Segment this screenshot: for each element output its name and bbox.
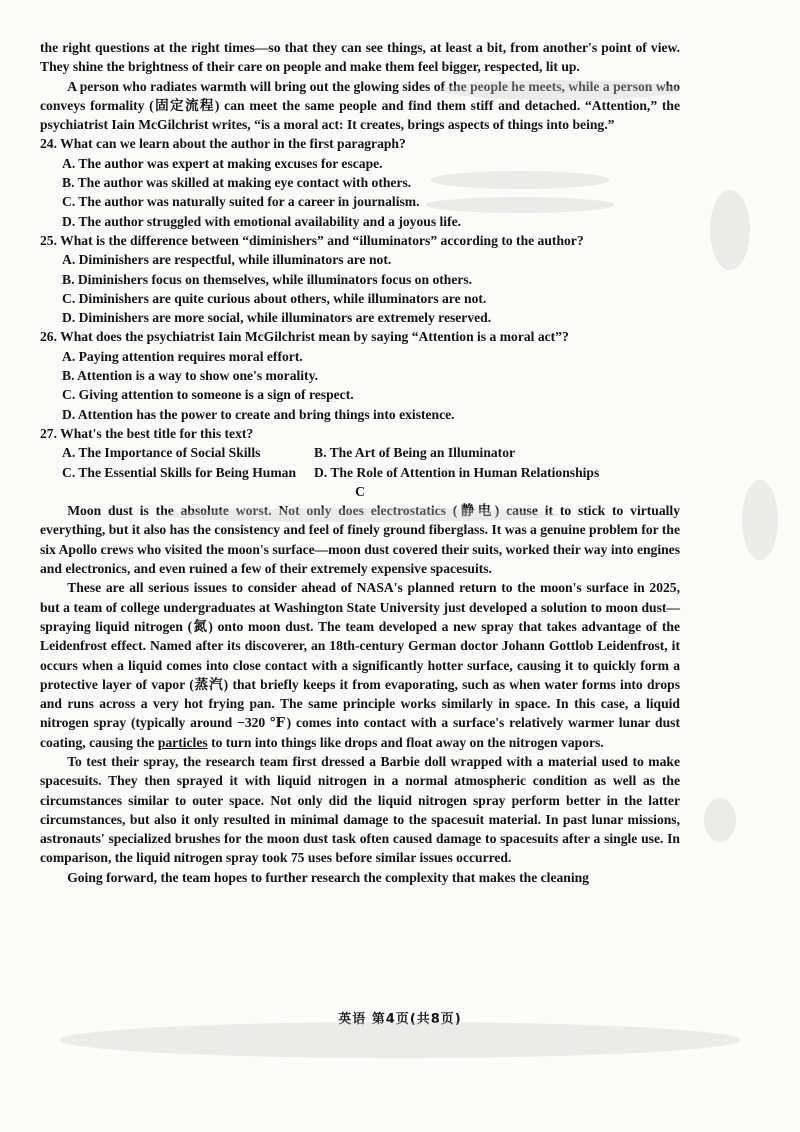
paragraph-text: to turn into things like drops and float away on the nitrogen vapors.: [207, 734, 604, 750]
question-stem: [40, 231, 680, 250]
option-c: C. The author was naturally suited for a career in journalism.: [62, 194, 420, 210]
question-number: 24.: [40, 136, 57, 152]
paragraph-text: These are all serious issues to consider ahead of NASA's planned return to the moon's surface in 2025, but a team of college undergraduates at Washington State University just developed a solution to moon dust—spraying liquid nitrogen (氮) onto moon dust. The team developed a new spray that takes advantage of the Leidenfrost effect. Named after its discoverer, an 18th-century German doctor Johann Gottlob Leidenfrost, it occurs when a liquid comes into close contact with a significantly hotter surface, causing it to quickly form a protective layer of vapor (蒸汽) that briefly keeps it from evaporating, such as when water forms into drops and runs across a very hot frying pan. The same principle works similarly in space. In this case, a liquid nitrogen spray (typically around −320 ℉) comes into contact with a surface's relatively warmer lunar dust coating, causing the: [40, 580, 680, 750]
option-row: [40, 443, 680, 462]
underlined-word: particles: [157, 734, 208, 750]
question-24: [40, 134, 680, 230]
option-d: D. Diminishers are more social, while illuminators are extremely reserved.: [62, 310, 492, 326]
question-stem: [40, 134, 680, 153]
question-stem: [40, 327, 680, 346]
passage-paragraph: A person who radiates warmth will bring out the glowing sides of the people he meets, while a person who conveys formality (固定流程) can meet the same people and find them stiff and detached. “Attention,” the psychiatrist Iain McGilchrist writes, “is a moral act: It creates, brings aspects of things into being.”: [40, 78, 680, 133]
question-text: What can we learn about the author in the first paragraph?: [60, 136, 406, 152]
section-heading: C: [355, 483, 365, 499]
question-stem: [40, 424, 680, 443]
question-25: [40, 231, 680, 327]
passage-paragraph: Moon dust is the absolute worst. Not only does electrostatics (静电) cause it to stick to virtually everything, but it also has the consistency and feel of finely ground fiberglass. It was a genuine problem for the six Apollo crews who visited the moon's surface—moon dust covered their suits, worked their way into engines and electronics, and even ruined a few of their extremely expensive spacesuits.: [40, 503, 680, 577]
option-a: A. The author was expert at making excuses for escape.: [62, 155, 383, 171]
option-b: B. Diminishers focus on themselves, while illuminators focus on others.: [62, 271, 473, 287]
question-number: 25.: [40, 232, 57, 248]
question-number: 26.: [40, 329, 57, 345]
option-d: D. The Role of Attention in Human Relationships: [314, 464, 600, 480]
option-a: A. The Importance of Social Skills: [62, 445, 261, 461]
question-26: [40, 327, 680, 423]
passage-paragraph: the right questions at the right times—so that they can see things, at least a bit, from another's point of view. They shine the brightness of their care on people and make them feel bigger, respected, lit up.: [40, 40, 680, 75]
passage-paragraph: Going forward, the team hopes to further research the complexity that makes the cleaning: [67, 869, 589, 885]
exam-page: [40, 38, 680, 887]
question-27: [40, 424, 680, 482]
option-row: [40, 463, 680, 482]
page-footer: 英语 第4页(共8页): [338, 1012, 462, 1027]
question-text: What is the difference between “diminishers” and “illuminators” according to the author?: [60, 232, 584, 248]
option-d: D. Attention has the power to create and bring things into existence.: [62, 406, 455, 422]
option-a: A. Paying attention requires moral effort.: [62, 348, 303, 364]
passage-paragraph: [40, 578, 680, 752]
option-c: C. Giving attention to someone is a sign of respect.: [62, 387, 354, 403]
question-number: 27.: [40, 425, 57, 441]
question-text: What does the psychiatrist Iain McGilchrist mean by saying “Attention is a moral act”?: [60, 329, 569, 345]
option-c: C. The Essential Skills for Being Human: [62, 464, 297, 480]
option-b: B. The Art of Being an Illuminator: [314, 445, 516, 461]
option-b: B. Attention is a way to show one's morality.: [62, 368, 319, 384]
passage-paragraph: To test their spray, the research team first dressed a Barbie doll wrapped with a material used to make spacesuits. They then sprayed it with liquid nitrogen in a normal atmospheric condition as well as the circumstances similar to outer space. Not only did the liquid nitrogen spray perform better in the latter circumstances, but also it only resulted in minimal damage to the spacesuit material. In past lunar missions, astronauts' specialized brushes for the moon dust task often caused damage to spacesuits after a single use. In comparison, the liquid nitrogen spray took 75 uses before similar issues occurred.: [40, 753, 680, 866]
option-a: A. Diminishers are respectful, while illuminators are not.: [62, 252, 392, 268]
option-c: C. Diminishers are quite curious about others, while illuminators are not.: [62, 290, 487, 306]
option-b: B. The author was skilled at making eye contact with others.: [62, 175, 412, 191]
option-d: D. The author struggled with emotional availability and a joyous life.: [62, 213, 462, 229]
question-text: What's the best title for this text?: [60, 425, 254, 441]
